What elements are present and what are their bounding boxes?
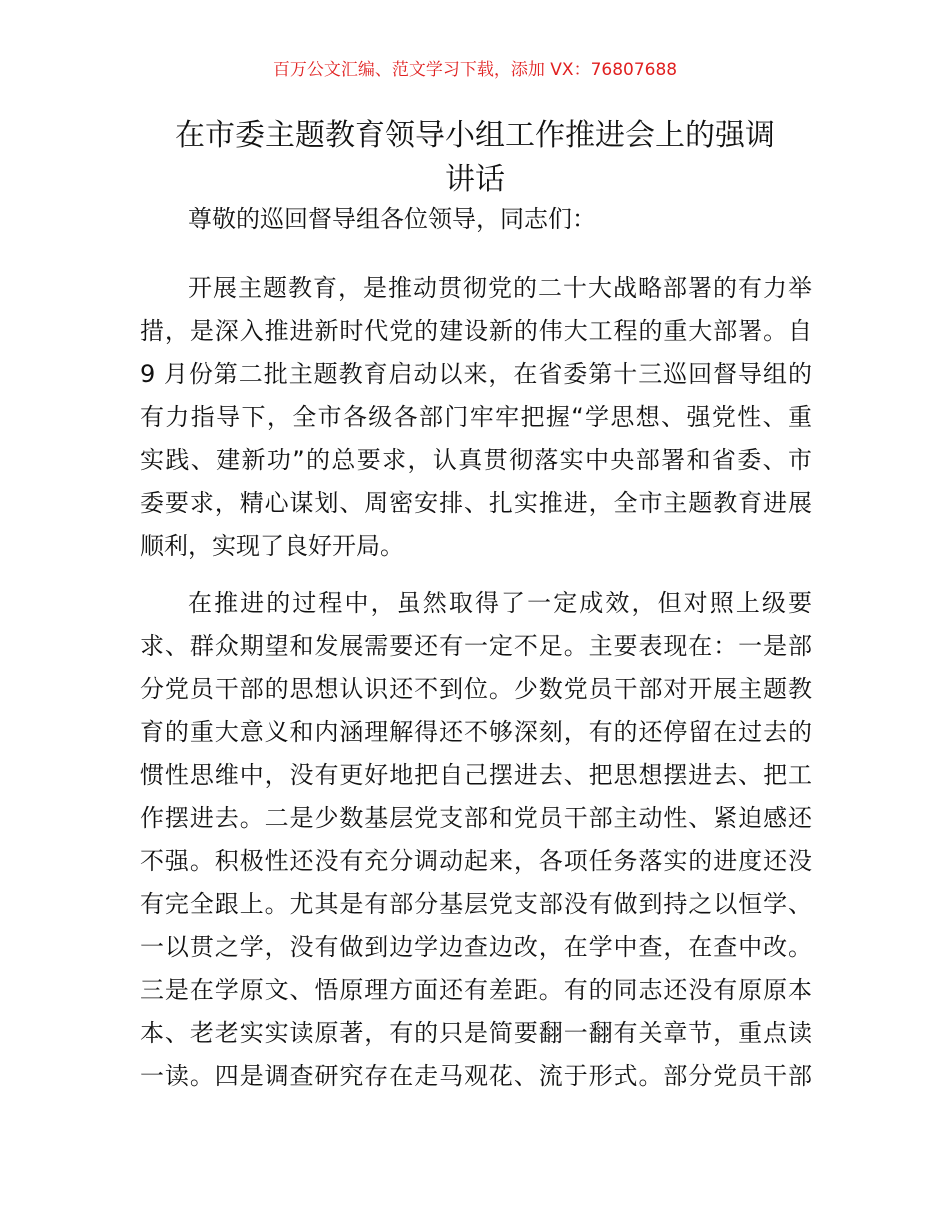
paragraph-line: 作摆进去。二是少数基层党支部和党员干部主动性、紧迫感还 — [140, 804, 812, 832]
paragraph-line: 三是在学原文、悟原理方面还有差距。有的同志还没有原原本 — [140, 976, 812, 1004]
paragraph-line: 有力指导下，全市各级各部门牢牢把握“学思想、强党性、重 — [140, 403, 812, 431]
paragraph-line: 9 月份第二批主题教育启动以来，在省委第十三巡回督导组的 — [140, 360, 812, 388]
paragraph-line: 顺利，实现了良好开局。 — [140, 532, 404, 560]
paragraph-line: 措，是深入推进新时代党的建设新的伟大工程的重大部署。自 — [140, 317, 812, 345]
paragraph-line: 一读。四是调查研究存在走马观花、流于形式。部分党员干部 — [140, 1062, 812, 1090]
paragraph-line: 有完全跟上。尤其是有部分基层党支部没有做到持之以恒学、 — [140, 890, 812, 918]
paragraph-line: 在推进的过程中，虽然取得了一定成效，但对照上级要 — [188, 589, 812, 617]
paragraph-line: 惯性思维中，没有更好地把自己摆进去、把思想摆进去、把工 — [140, 761, 812, 789]
title-line: 讲话 — [445, 162, 505, 197]
paragraph-line: 一以贯之学，没有做到边学边查边改，在学中查，在查中改。 — [140, 933, 812, 961]
paragraph-line: 实践、建新功”的总要求，认真贯彻落实中央部署和省委、市 — [140, 446, 812, 474]
paragraph-line: 不强。积极性还没有充分调动起来，各项任务落实的进度还没 — [140, 847, 812, 875]
title-line: 在市委主题教育领导小组工作推进会上的强调 — [175, 118, 775, 153]
paragraph-2 — [140, 582, 812, 1098]
paragraph-line: 分党员干部的思想认识还不到位。少数党员干部对开展主题教 — [140, 675, 812, 703]
paragraph-line: 委要求，精心谋划、周密安排、扎实推进，全市主题教育进展 — [140, 489, 812, 517]
paragraph-line: 求、群众期望和发展需要还有一定不足。主要表现在：一是部 — [140, 632, 812, 660]
paragraph-1 — [140, 267, 812, 568]
paragraph-line: 育的重大意义和内涵理解得还不够深刻，有的还停留在过去的 — [140, 718, 812, 746]
document-title — [140, 114, 810, 202]
watermark-header: 百万公文汇编、范文学习下载，添加 VX：76807688 — [272, 60, 678, 80]
paragraph-line: 开展主题教育，是推动贯彻党的二十大战略部署的有力举 — [188, 274, 812, 302]
paragraph-line: 本、老老实实读原著，有的只是简要翻一翻有关章节，重点读 — [140, 1019, 812, 1047]
greeting-text: 尊敬的巡回督导组各位领导，同志们： — [188, 205, 596, 233]
greeting — [140, 198, 812, 241]
